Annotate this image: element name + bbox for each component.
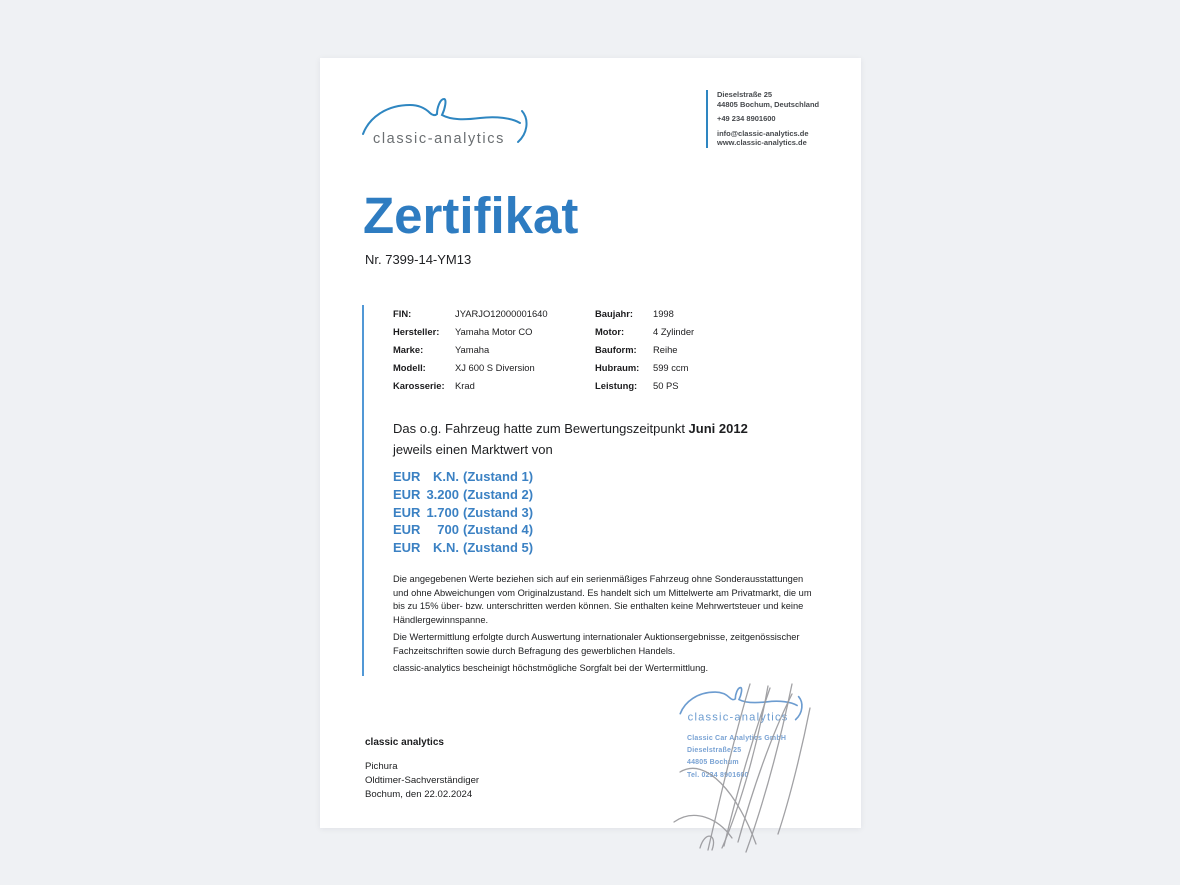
spec-label: FIN:	[393, 308, 412, 319]
contact-block	[706, 90, 847, 148]
amount-value: K.N.	[433, 469, 459, 484]
spec-value: JYARJO12000001640	[455, 308, 548, 319]
condition-label: (Zustand 5)	[463, 540, 534, 556]
spec-label: Modell:	[393, 362, 426, 373]
condition-label: (Zustand 2)	[463, 486, 534, 502]
brand-wordmark: classic-analytics	[373, 131, 505, 147]
stamp-line: 44805 Bochum	[687, 759, 739, 767]
valuation-intro-text: Das o.g. Fahrzeug hatte zum Bewertungszeitpunkt	[393, 421, 689, 436]
stamp-wordmark: classic-analytics	[687, 711, 789, 724]
spec-value: XJ 600 S Diversion	[455, 362, 535, 373]
valuation-row	[393, 504, 533, 522]
spec-value: 599 ccm	[653, 362, 689, 373]
classic-car-icon	[360, 92, 532, 150]
amount-value: 1.700	[426, 504, 459, 520]
spec-label: Baujahr:	[595, 308, 634, 319]
spec-label: Leistung:	[595, 380, 638, 391]
amount-value: 700	[437, 522, 459, 538]
spec-label: Hersteller:	[393, 326, 440, 337]
disclaimer-paragraph-2: Die Wertermittlung erfolgte durch Auswertung internationaler Auktionsergebnisse, zeitgenössischer Fachzeitschriften sowie durch Befragung des gewerblichen Handels.	[393, 632, 800, 656]
page-title: Zertifikat	[363, 187, 579, 244]
stamp-line: Classic Car Analytics GmbH	[687, 735, 787, 742]
valuation-intro	[393, 418, 773, 460]
contact-address-line2: 44805 Bochum, Deutschland	[717, 99, 820, 109]
disclaimer-paragraph-3: classic-analytics bescheinigt höchstmögliche Sorgfalt bei der Wertermittlung.	[393, 663, 709, 673]
valuation-row	[393, 468, 533, 486]
condition-label: (Zustand 1)	[463, 469, 534, 484]
spec-label: Motor:	[595, 326, 625, 337]
signoff-block	[365, 736, 479, 802]
spec-value: Krad	[455, 380, 475, 391]
stamp-line: Tel. 0234 8901600	[687, 771, 749, 779]
spec-label: Marke:	[393, 344, 424, 355]
valuation-intro-line1	[393, 418, 773, 439]
condition-label: (Zustand 3)	[463, 504, 534, 520]
valuation-intro-line2: jeweils einen Marktwert von	[393, 442, 553, 457]
spec-value: 50 PS	[653, 380, 679, 391]
signer-name: Pichura	[365, 761, 398, 772]
spec-value: Yamaha Motor CO	[455, 326, 533, 337]
valuation-row	[393, 521, 533, 539]
signoff-place-date: Bochum, den 22.02.2024	[365, 789, 473, 800]
spec-label: Hubraum:	[595, 362, 640, 373]
valuation-date: Juni 2012	[688, 421, 748, 436]
spec-value: 1998	[653, 308, 674, 319]
signer-role: Oldtimer-Sachverständiger	[365, 775, 480, 786]
disclaimer-paragraph-1: Die angegebenen Werte beziehen sich auf ein serienmäßiges Fahrzeug ohne Sonderausstattungen und ohne Abweichungen vom Originalzustand. Es handelt sich um Mittelwerte am Privatmarkt, die um bis zu 15% über- bzw. unterschritten werden können. Sie enthalten keine Mehrwertsteuer und keine Händlergewinnspanne.	[393, 574, 812, 625]
currency-label: EUR	[393, 504, 421, 520]
vehicle-specs-table	[393, 308, 813, 398]
currency-label: EUR	[393, 522, 421, 538]
certificate-document	[320, 58, 861, 828]
stamp-line: Dieselstraße 25	[687, 747, 742, 755]
signature-scribble-icon	[670, 678, 822, 856]
spec-value: Yamaha	[455, 344, 490, 355]
amount-value: K.N.	[433, 540, 459, 556]
certificate-number: Nr. 7399-14-YM13	[365, 252, 472, 267]
contact-phone: +49 234 8901600	[717, 114, 776, 123]
contact-website: www.classic-analytics.de	[717, 138, 807, 147]
company-stamp	[670, 678, 822, 856]
amount-value: 3.200	[426, 486, 459, 502]
disclaimer	[393, 573, 817, 680]
spec-label: Karosserie:	[393, 380, 445, 391]
valuation-table	[393, 468, 533, 557]
contact-email: info@classic-analytics.de	[717, 128, 809, 138]
signoff-company: classic analytics	[365, 737, 444, 748]
contact-address-line1: Dieselstraße 25	[717, 90, 773, 99]
brand-logo	[360, 92, 532, 150]
currency-label: EUR	[393, 486, 421, 502]
valuation-row	[393, 539, 533, 557]
valuation-row	[393, 486, 533, 504]
spec-value: Reihe	[653, 344, 678, 355]
spec-label: Bauform:	[595, 344, 637, 355]
accent-bar	[362, 305, 364, 676]
currency-label: EUR	[393, 469, 421, 484]
condition-label: (Zustand 4)	[463, 522, 534, 538]
currency-label: EUR	[393, 540, 421, 556]
spec-value: 4 Zylinder	[653, 326, 695, 337]
